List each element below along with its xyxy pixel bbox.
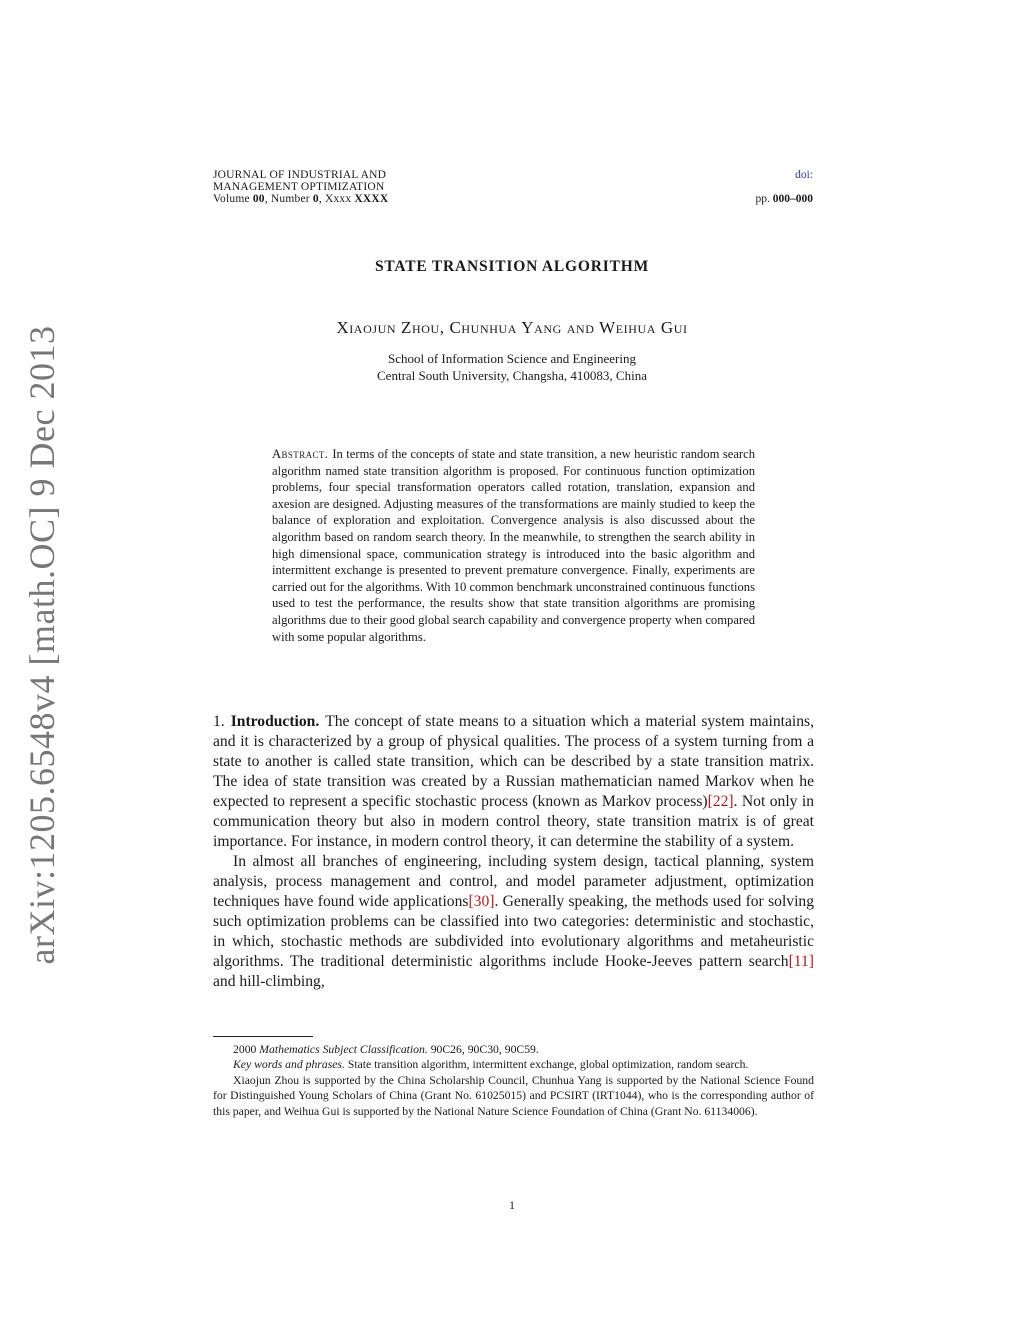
section-heading: Introduction. xyxy=(230,713,320,730)
affiliation-line1: School of Information Science and Engineering xyxy=(387,351,636,366)
abstract xyxy=(272,446,755,645)
year: XXXX xyxy=(354,193,389,205)
abstract-text: In terms of the concepts of state and state transition, a new heuristic random search algorithm named state transition algorithm is proposed. For continuous function optimization problems, four special transformation operators called rotation, translation, expansion and axesion are designed. Adjusting measures of the transformations are mainly studied to keep the balance of exploration and exploitation. Convergence analysis is also discussed about the algorithm based on random search theory. In the meanwhile, to strengthen the search ability in high dimensional space, communication strategy is introduced into the basic algorithm and intermittent exchange is presented to prevent premature convergence. Finally, experiments are carried out for the algorithms. With 10 common benchmark unconstrained continuous functions used to test the performance, the results show that state transition algorithms are promising algorithms due to their good global search capability and convergence property when compared with some popular algorithms. xyxy=(272,447,755,644)
page-number: 1 xyxy=(509,1198,515,1212)
page-range: pp. 000–000 xyxy=(755,193,813,205)
affiliation-line2: Central South University, Changsha, 410083, China xyxy=(377,368,647,383)
volume-line: Volume 00, Number 0, Xxxx XXXX xyxy=(213,193,389,205)
intro-paragraph-2: In almost all branches of engineering, including system design, tactical planning, system analysis, process management and control, and model parameter adjustment, optimization techniques have found wide applications[30]. Generally speaking, the methods used for solving such optimization problems can be classified into two categories: deterministic and stochastic, in which, stochastic methods are subdivided into evolutionary algorithms and metaheuristic algorithms. The traditional deterministic algorithms include Hooke-Jeeves pattern search[11] and hill-climbing, xyxy=(213,853,814,990)
journal-name-line1: JOURNAL OF INDUSTRIAL AND xyxy=(213,169,387,181)
funding-footnote: Xiaojun Zhou is supported by the China Scholarship Council, Chunhua Yang is supported by the National Science Found for Distinguished Young Scholars of China (Grant No. 61025015) and PCSIRT (IRT1044), who is the corresponding author of this paper, and Weihua Gui is supported by the National Nature Science Foundation of China (Grant No. 61134006). xyxy=(213,1073,814,1118)
msc-footnote: 2000 Mathematics Subject Classification. 90C26, 90C30, 90C59. xyxy=(233,1043,539,1056)
affiliation xyxy=(0,350,1024,384)
volume-number: 00 xyxy=(252,193,265,205)
arxiv-stamp xyxy=(14,325,70,965)
intro-paragraph-1: 1. Introduction. The concept of state means to a situation which a material system maintains, and it is characterized by a group of physical qualities. The process of a system turning from a state to another is called state transition, which can be described by a state transition matrix. The idea of state transition was created by a Russian mathematician named Markov when he expected to represent a specific stochastic process (known as Markov process)[22]. Not only in communication theory but also in modern control theory, state transition matrix is of great importance. For instance, in modern control theory, it can determine the stability of a system. xyxy=(213,713,815,850)
keywords-footnote: Key words and phrases. State transition algorithm, intermittent exchange, global optimization, random search. xyxy=(233,1058,749,1072)
paper-title: STATE TRANSITION ALGORITHM xyxy=(374,258,650,275)
doi-link[interactable]: doi: xyxy=(795,169,813,181)
arxiv-id: arXiv:1205.6548v4 [math.OC] 9 Dec 2013 xyxy=(22,325,62,965)
citation-link[interactable]: [22] xyxy=(707,793,734,810)
citation-link[interactable]: [11] xyxy=(788,953,814,970)
citation-link[interactable]: [30] xyxy=(468,893,495,910)
issue-number: 0 xyxy=(312,193,319,205)
footnotes xyxy=(213,1042,814,1119)
journal-name-line2: MANAGEMENT OPTIMIZATION xyxy=(213,181,385,193)
authors: Xiaojun Zhou, Chunhua Yang and Weihua Gui xyxy=(336,318,688,337)
footnote-rule xyxy=(213,1036,313,1037)
abstract-label: Abstract. xyxy=(272,447,329,461)
introduction-section xyxy=(213,712,814,992)
section-number: 1. xyxy=(213,713,225,730)
